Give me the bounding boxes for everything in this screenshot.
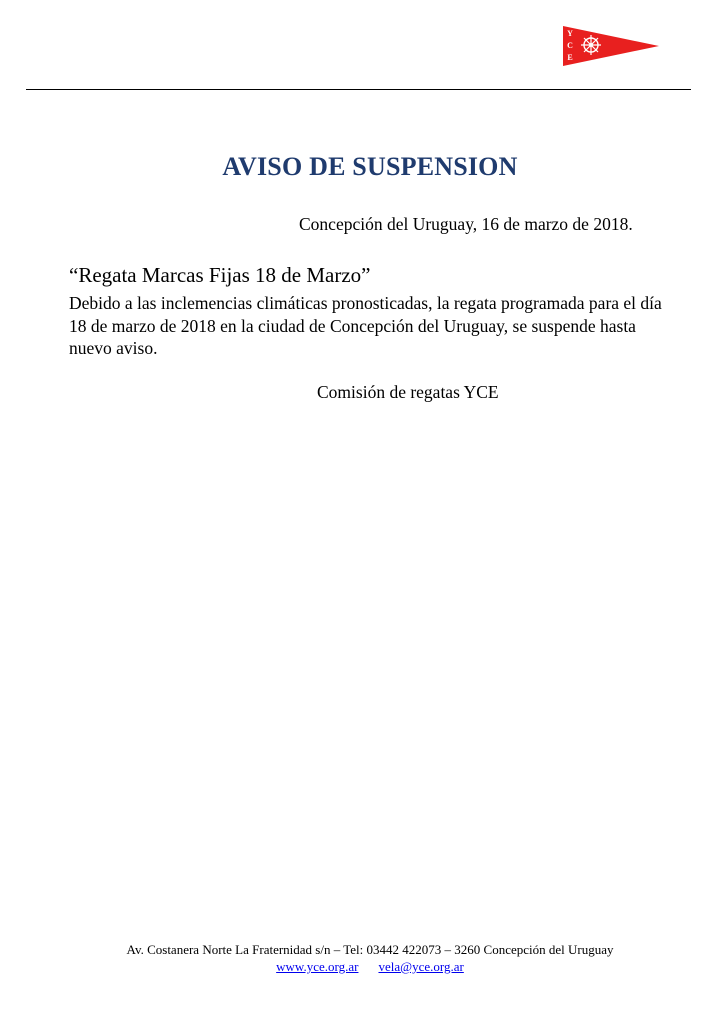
pennant-flag bbox=[563, 26, 659, 66]
document-title: AVISO DE SUSPENSION bbox=[222, 152, 518, 181]
email-link[interactable]: vela@yce.org.ar bbox=[378, 959, 464, 974]
date-line: Concepción del Uruguay, 16 de marzo de 2018. bbox=[299, 214, 633, 234]
ship-wheel-icon bbox=[581, 35, 601, 55]
regatta-subject: “Regata Marcas Fijas 18 de Marzo” bbox=[69, 263, 371, 287]
notice-body: Debido a las inclemencias climáticas pronosticadas, la regata programada para el día 18 de marzo de 2018 en la ciudad de Concepción del Uruguay, se suspende hasta nuevo aviso. bbox=[69, 293, 662, 358]
logo-letter-y: Y bbox=[567, 29, 573, 38]
yce-pennant-logo bbox=[561, 24, 661, 68]
header-divider bbox=[26, 89, 691, 90]
signature: Comisión de regatas YCE bbox=[317, 382, 499, 402]
footer-links bbox=[0, 959, 724, 975]
logo-letter-e: E bbox=[567, 53, 573, 62]
footer-address: Av. Costanera Norte La Fraternidad s/n – Tel: 03442 422073 – 3260 Concepción del Uruguay bbox=[126, 942, 614, 957]
website-link[interactable]: www.yce.org.ar bbox=[276, 959, 359, 974]
logo-letter-c: C bbox=[567, 41, 573, 50]
